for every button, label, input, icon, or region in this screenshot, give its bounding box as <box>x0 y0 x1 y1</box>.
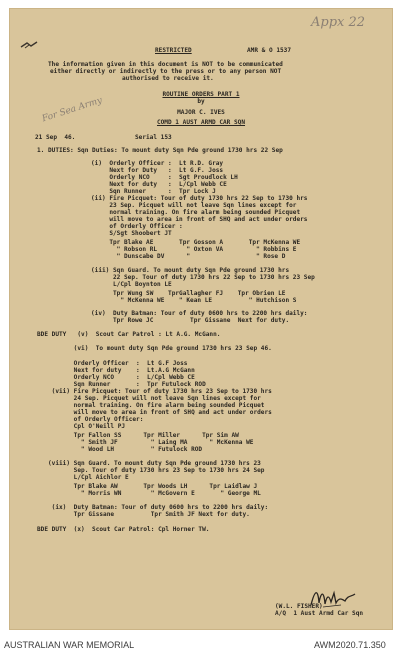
order-line: (iv) Duty Batman: Tour of duty 0600 hrs to 2200 hrs daily: <box>91 310 308 317</box>
order-line: will move to area in front of SHQ and act under orders <box>91 216 308 223</box>
order-line: Sqn Runner : Tpr Lock J <box>91 188 216 195</box>
order-line: Orderly Officer : Lt G.F Joss <box>37 360 188 367</box>
notice-line-3: authorised to receive it. <box>122 75 214 82</box>
pencil-annotation: For Sea Army <box>40 95 104 125</box>
order-line: (ii) Fire Picquet: Tour of duty 1730 hrs 22 Sep to 1730 hrs <box>91 195 308 202</box>
order-line: L/Cpl Aichlor E <box>37 474 129 481</box>
order-line: (ix) Duty Batman: Tour of duty 0600 hrs to 2200 hrs daily: <box>37 504 269 511</box>
notice-line-2: either directly or indirectly to the press or to any person NOT <box>50 68 282 75</box>
order-line: " Robson RL " Oxton VA " Robbins E <box>91 246 297 253</box>
order-line: (vii) Fire Picquet: Tour of duty 1730 hrs 23 Sep to 1730 hrs <box>37 388 272 395</box>
order-line: S/Sgt Shoobert JT <box>91 230 172 237</box>
order-line: Tpr Fallon SS Tpr Miller Tpr Sim AW <box>37 432 239 439</box>
order-line: Sqn Runner : Tpr Futulock ROD <box>37 381 206 388</box>
order-line: " Smith JF " Laing MA " McKenna WE <box>37 439 254 446</box>
stamp-mark <box>19 40 41 50</box>
order-line: " Wood LH " Futulock ROD <box>37 446 203 453</box>
order-line: Tpr Blake AW Tpr Woods LH Tpr Laidlaw J <box>37 483 258 490</box>
amr-reference: AMR & O 1537 <box>247 47 292 54</box>
order-line: Next for Duty : Lt G.F. Joss <box>91 167 224 174</box>
notice-line-1: The information given in this document is NOT to be communicated <box>48 61 283 68</box>
order-line: Next for duty : L/Cpl Webb CE <box>91 181 227 188</box>
serial-number: Serial 153 <box>135 134 172 141</box>
order-line: Orderly NCO : L/Cpl Webb CE <box>37 374 195 381</box>
order-line: Tpr Wung SW TprGallagher FJ Tpr Obrien LE <box>91 290 286 297</box>
order-line: Cpl O'Neill PJ <box>37 423 126 430</box>
order-line: Tpr Blake AE Tpr Gosson A Tpr McKenna WE <box>91 239 301 246</box>
appendix-annotation: Appx 22 <box>311 15 366 30</box>
order-line: 22 Sep. Tour of duty 1730 hrs 22 Sep to 1730 hrs 23 Sep <box>91 274 315 281</box>
order-line: normal training. On fire alarm being sounded Picquet <box>37 402 265 409</box>
footer-institution: AUSTRALIAN WAR MEMORIAL <box>4 640 135 650</box>
order-line: (i) Orderly Officer : Lt R.D. Gray <box>91 160 224 167</box>
order-line: Tpr Rowe JC Tpr Gissane Next for duty. <box>91 317 290 324</box>
order-line: BDE DUTY (v) Scout Car Patrol : Lt A.G. McGann. <box>37 331 221 338</box>
routine-orders-title: ROUTINE ORDERS PART 1 <box>162 91 240 98</box>
order-line: (vi) To mount duty Sqn Pde ground 1730 hrs 23 Sep 46. <box>37 345 272 352</box>
major-name: MAJOR C. IVES <box>177 109 225 116</box>
order-line: " McKenna WE " Kean LE " Hutchison S <box>91 297 297 304</box>
order-line: " Morris WN " McGovern E " George ML <box>37 490 261 497</box>
command-line: COMD 1 AUST ARMD CAR SQN <box>156 119 246 126</box>
order-line: Sep. Tour of duty 1730 hrs 23 Sep to 1730 hrs 24 Sep <box>37 467 265 474</box>
order-line: Orderly NCO : Sgt Proudlock LH <box>91 174 238 181</box>
document-page <box>9 8 393 630</box>
order-line: " Dunscabe DV " " Rose D <box>91 253 286 260</box>
order-line: L/Cpl Boynton LE <box>91 281 172 288</box>
order-line: 1. DUTIES: Sqn Duties: To mount duty Sqn Pde ground 1730 hrs 22 Sep <box>37 147 283 154</box>
order-line: 24 Sep. Picquet will not leave Sqn lines except for <box>37 395 261 402</box>
order-line: (iii) Sqn Guard. To mount duty Sqn Pde ground 1730 hrs <box>91 267 290 274</box>
order-line: Next for duty : Lt.A.G McGann <box>37 367 195 374</box>
signatory-name: (W.L. FISHER) <box>275 603 323 610</box>
order-line: will move to area in front of SHQ and act under orders <box>37 409 272 416</box>
order-line: normal training. On fire alarm being sounded Picquet <box>91 209 301 216</box>
order-line: of Orderly Officer: <box>37 416 144 423</box>
signatory-role: A/Q 1 Aust Armd Car Sqn <box>275 610 364 617</box>
order-line: Tpr Gissane Tpr Smith JF Next for duty. <box>37 511 250 518</box>
order-line: (viii) Sqn Guard. To mount duty Sqn Pde ground 1730 hrs 23 <box>37 460 261 467</box>
order-date: 21 Sep 46. <box>35 134 76 141</box>
order-line: 23 Sep. Picquet will not leave Sqn lines except for <box>91 202 297 209</box>
order-line: of Orderly Officer : <box>91 223 183 230</box>
restricted-heading: RESTRICTED <box>155 47 192 54</box>
footer-accession-number: AWM2020.71.350 <box>314 640 386 650</box>
by-line: by <box>197 98 205 105</box>
order-line: BDE DUTY (x) Scout Car Patrol: Cpl Horner TW. <box>37 526 210 533</box>
